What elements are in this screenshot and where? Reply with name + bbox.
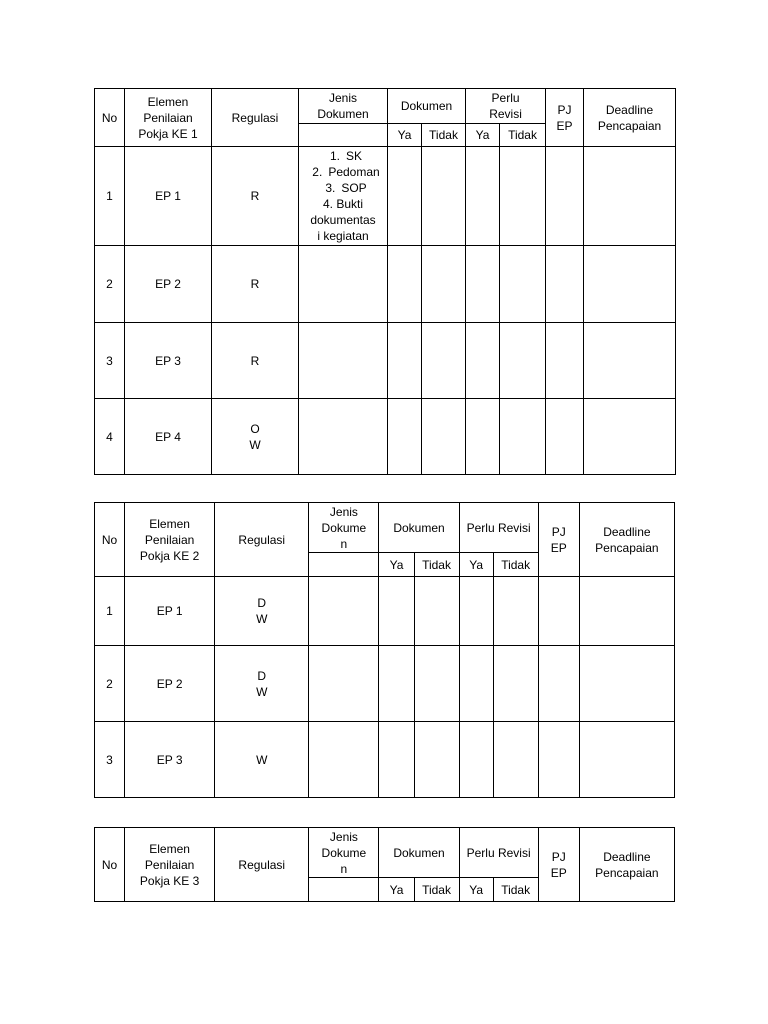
row-regulasi: D W: [215, 646, 309, 722]
row-no: 3: [95, 323, 125, 399]
header-jenis-empty: [299, 124, 388, 147]
cell-jenis: [309, 646, 379, 722]
header-dokumen-ya: Ya: [379, 878, 414, 902]
cell-revisi-tidak: [493, 577, 538, 646]
cell-dokumen-tidak: [422, 323, 466, 399]
header-elemen-penilaian: Elemen Penilaian Pokja KE 1: [125, 89, 212, 147]
table-row: [95, 722, 675, 798]
header-regulasi: Regulasi: [215, 828, 309, 902]
cell-deadline: [584, 323, 676, 399]
header-revisi-ya: Ya: [466, 124, 500, 147]
header-revisi-tidak: Tidak: [493, 878, 538, 902]
header-elemen-penilaian: Elemen Penilaian Pokja KE 3: [125, 828, 215, 902]
table-row: [95, 246, 676, 323]
row-regulasi: D W: [215, 577, 309, 646]
cell-dokumen-ya: [379, 722, 414, 798]
cell-jenis: [299, 246, 388, 323]
cell-jenis: [309, 577, 379, 646]
cell-dokumen-ya: [379, 646, 414, 722]
header-deadline: Deadline Pencapaian: [579, 503, 674, 577]
cell-revisi-ya: [466, 246, 500, 323]
cell-dokumen-tidak: [422, 246, 466, 323]
header-jenis-empty: [309, 878, 379, 902]
cell-pj-ep: [546, 246, 584, 323]
header-regulasi: Regulasi: [215, 503, 309, 577]
header-deadline: Deadline Pencapaian: [579, 828, 674, 902]
list-item: 3. SOP: [325, 181, 367, 195]
header-perlu-revisi: Perlu Revisi: [466, 89, 546, 124]
cell-revisi-ya: [466, 399, 500, 475]
row-no: 4: [95, 399, 125, 475]
header-deadline: Deadline Pencapaian: [584, 89, 676, 147]
cell-jenis: [299, 323, 388, 399]
row-regulasi: W: [215, 722, 309, 798]
cell-revisi-ya: [459, 722, 493, 798]
row-no: 3: [95, 722, 125, 798]
row-ep: EP 2: [125, 246, 212, 323]
header-pj-ep: PJ EP: [538, 503, 579, 577]
row-regulasi: O W: [212, 399, 299, 475]
cell-deadline: [584, 246, 676, 323]
cell-dokumen-tidak: [414, 577, 459, 646]
header-dokumen: Dokumen: [388, 89, 466, 124]
header-no: No: [95, 89, 125, 147]
header-revisi-tidak: Tidak: [500, 124, 546, 147]
row-no: 1: [95, 147, 125, 246]
cell-revisi-tidak: [500, 323, 546, 399]
row-ep: EP 3: [125, 323, 212, 399]
table-row: [95, 646, 675, 722]
header-dokumen: Dokumen: [379, 828, 459, 878]
header-pj-ep: PJ EP: [546, 89, 584, 147]
list-item: 2. Pedoman: [312, 165, 380, 179]
cell-revisi-ya: [459, 577, 493, 646]
cell-deadline: [584, 399, 676, 475]
row-no: 2: [95, 646, 125, 722]
cell-dokumen-ya: [379, 577, 414, 646]
cell-pj-ep: [546, 147, 584, 246]
table-row: [95, 399, 676, 475]
cell-dokumen-ya: [388, 246, 422, 323]
cell-revisi-tidak: [493, 646, 538, 722]
row-ep: EP 3: [125, 722, 215, 798]
row-ep: EP 1: [125, 577, 215, 646]
list-item: 4. Bukti dokumentas i kegiatan: [310, 197, 376, 243]
cell-pj-ep: [538, 577, 579, 646]
pokja-3-table: [94, 827, 675, 902]
header-dokumen: Dokumen: [379, 503, 459, 553]
cell-dokumen-tidak: [414, 722, 459, 798]
header-no: No: [95, 828, 125, 902]
cell-jenis: [299, 399, 388, 475]
header-regulasi: Regulasi: [212, 89, 299, 147]
table-row: [95, 577, 675, 646]
header-perlu-revisi: Perlu Revisi: [459, 503, 538, 553]
cell-revisi-tidak: [493, 722, 538, 798]
header-jenis-dokumen: Jenis Dokumen: [299, 89, 388, 124]
header-elemen-penilaian: Elemen Penilaian Pokja KE 2: [125, 503, 215, 577]
header-dokumen-tidak: Tidak: [422, 124, 466, 147]
cell-revisi-ya: [466, 323, 500, 399]
header-dokumen-tidak: Tidak: [414, 878, 459, 902]
table-row: [95, 147, 676, 246]
cell-deadline: [579, 646, 674, 722]
row-no: 1: [95, 577, 125, 646]
header-dokumen-ya: Ya: [379, 553, 414, 577]
header-pj-ep: PJ EP: [538, 828, 579, 902]
cell-revisi-ya: [466, 147, 500, 246]
header-revisi-tidak: Tidak: [493, 553, 538, 577]
cell-pj-ep: [546, 323, 584, 399]
cell-dokumen-ya: [388, 399, 422, 475]
cell-deadline: [584, 147, 676, 246]
row-no: 2: [95, 246, 125, 323]
header-jenis-dokumen: Jenis Dokume n: [309, 503, 379, 553]
cell-revisi-tidak: [500, 147, 546, 246]
header-dokumen-tidak: Tidak: [414, 553, 459, 577]
cell-revisi-tidak: [500, 246, 546, 323]
cell-pj-ep: [538, 646, 579, 722]
header-perlu-revisi: Perlu Revisi: [459, 828, 538, 878]
list-item: 1. SK: [329, 149, 362, 163]
row-ep: EP 4: [125, 399, 212, 475]
header-revisi-ya: Ya: [459, 878, 493, 902]
cell-dokumen-tidak: [422, 147, 466, 246]
cell-dokumen-tidak: [414, 646, 459, 722]
pokja-2-table: [94, 502, 675, 798]
header-dokumen-ya: Ya: [388, 124, 422, 147]
row-ep: EP 1: [125, 147, 212, 246]
row-ep: EP 2: [125, 646, 215, 722]
header-jenis-empty: [309, 553, 379, 577]
cell-dokumen-tidak: [422, 399, 466, 475]
header-jenis-dokumen: Jenis Dokume n: [309, 828, 379, 878]
header-no: No: [95, 503, 125, 577]
cell-pj-ep: [538, 722, 579, 798]
cell-deadline: [579, 722, 674, 798]
pokja-1-table: [94, 88, 676, 475]
cell-dokumen-ya: [388, 323, 422, 399]
row-regulasi: R: [212, 147, 299, 246]
cell-revisi-ya: [459, 646, 493, 722]
cell-dokumen-ya: [388, 147, 422, 246]
header-revisi-ya: Ya: [459, 553, 493, 577]
cell-pj-ep: [546, 399, 584, 475]
row-regulasi: R: [212, 323, 299, 399]
table-row: [95, 323, 676, 399]
row-regulasi: R: [212, 246, 299, 323]
cell-revisi-tidak: [500, 399, 546, 475]
cell-jenis: [309, 722, 379, 798]
cell-deadline: [579, 577, 674, 646]
jenis-dokumen-list: [299, 147, 388, 246]
